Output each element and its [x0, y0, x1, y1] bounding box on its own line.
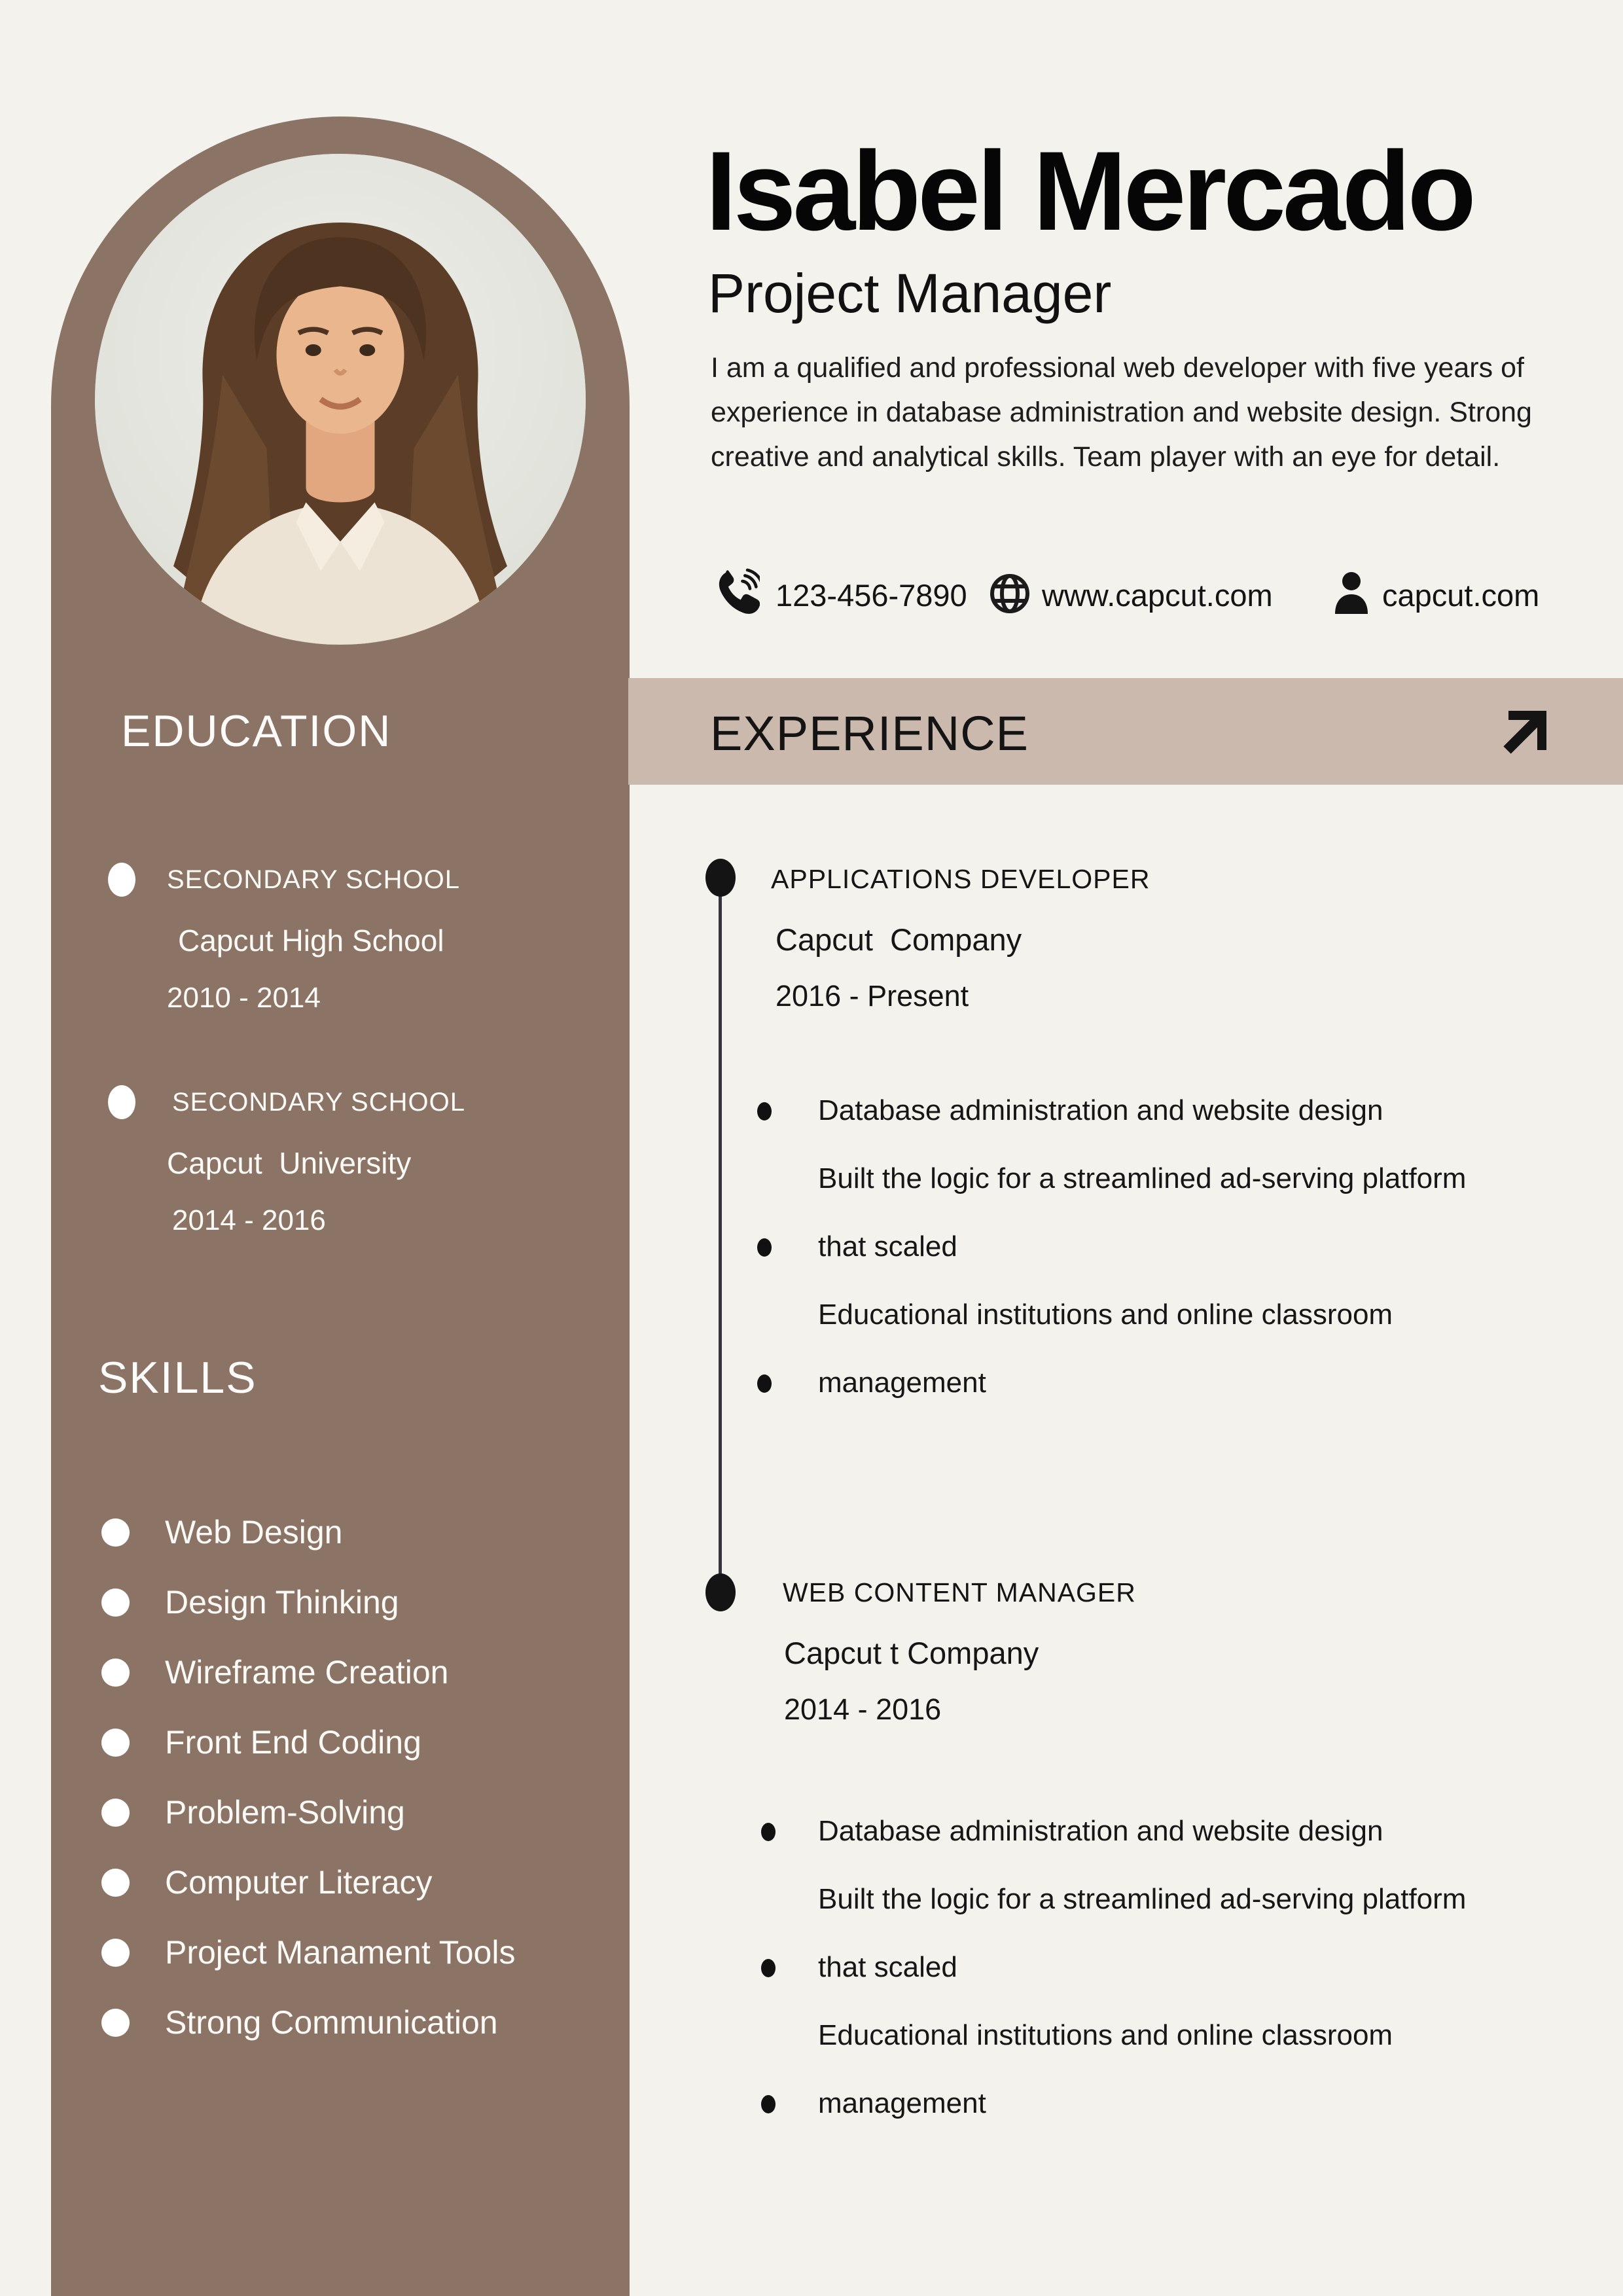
skill-item	[101, 1724, 421, 1761]
profile-summary: I am a qualified and professional web developer with five years of experience in database administration and website design. Strong creative and analytical skills. Team player with an eye for detail.	[711, 352, 1532, 473]
skill-bullet	[101, 1518, 130, 1547]
skill-label: Design Thinking	[165, 1584, 399, 1621]
job-line: Database administration and website design	[818, 1094, 1383, 1126]
arrow-up-right-icon	[1502, 707, 1549, 754]
education-bullet	[108, 863, 135, 897]
skill-bullet	[101, 2009, 130, 2037]
job-line-bullet	[761, 1823, 776, 1841]
job-line-bullet	[757, 1102, 772, 1121]
timeline-dot	[705, 859, 736, 897]
education-school: Capcut University	[167, 1146, 412, 1180]
skill-label: Strong Communication	[165, 2004, 498, 2041]
education-type: SECONDARY SCHOOL	[172, 1088, 465, 1117]
job-line-bullet	[761, 2095, 776, 2113]
skills-section-title: SKILLS	[98, 1353, 257, 1403]
skill-item	[101, 1934, 515, 1971]
profile-photo	[95, 154, 586, 645]
job-title: WEB CONTENT MANAGER	[783, 1577, 1136, 1607]
skill-label: Front End Coding	[165, 1724, 421, 1761]
profile-photo-illustration	[95, 154, 586, 645]
skill-bullet	[101, 1869, 130, 1897]
job-line-bullet	[757, 1238, 772, 1257]
job-company: Capcut Company	[776, 922, 1022, 957]
person-role: Project Manager	[708, 262, 1112, 324]
skill-bullet	[101, 1659, 130, 1687]
skill-item	[101, 1864, 433, 1901]
experience-section-title: EXPERIENCE	[710, 706, 1029, 761]
job-line: Built the logic for a streamlined ad-serving platform	[818, 1162, 1467, 1194]
job-line: Educational institutions and online classroom	[818, 1299, 1393, 1331]
email-text: capcut.com	[1382, 578, 1540, 613]
skill-item	[101, 1794, 405, 1831]
skill-label: Project Manament Tools	[165, 1934, 516, 1971]
job-line-bullet	[761, 1959, 776, 1977]
job-title: APPLICATIONS DEVELOPER	[771, 864, 1150, 894]
job-dates: 2014 - 2016	[784, 1693, 942, 1726]
globe-icon	[990, 573, 1030, 614]
education-school: Capcut High School	[178, 924, 444, 958]
skill-label: Web Design	[165, 1514, 343, 1551]
education-years: 2014 - 2016	[172, 1204, 326, 1236]
job-line: that scaled	[818, 1951, 957, 1983]
phone-icon	[715, 567, 760, 618]
skill-item	[101, 1514, 342, 1551]
job-company: Capcut t Company	[784, 1636, 1039, 1670]
education-bullet	[108, 1085, 135, 1119]
skill-label: Wireframe Creation	[165, 1654, 449, 1691]
education-type: SECONDARY SCHOOL	[167, 865, 460, 894]
person-icon	[1332, 571, 1370, 614]
skill-item	[101, 1584, 399, 1621]
job-dates: 2016 - Present	[776, 979, 969, 1013]
person-name: Isabel Mercado	[705, 128, 1473, 254]
job-line: Educational institutions and online classroom	[818, 2019, 1393, 2051]
phone-number: 123-456-7890	[776, 578, 967, 613]
skill-label: Problem-Solving	[165, 1794, 405, 1831]
website-url: www.capcut.com	[1042, 578, 1273, 613]
job-line-bullet	[757, 1374, 772, 1393]
skill-bullet	[101, 1729, 130, 1757]
skill-bullet	[101, 1939, 130, 1967]
education-section-title: EDUCATION	[121, 706, 392, 756]
skill-item	[101, 2004, 498, 2041]
job-line: Built the logic for a streamlined ad-serving platform	[818, 1883, 1467, 1915]
job-line: management	[818, 2087, 986, 2119]
skill-bullet	[101, 1588, 130, 1617]
timeline-dot	[705, 1573, 736, 1611]
skill-bullet	[101, 1799, 130, 1827]
skill-label: Computer Literacy	[165, 1864, 433, 1901]
education-years: 2010 - 2014	[167, 982, 321, 1014]
job-line: management	[818, 1367, 986, 1399]
job-line: Database administration and website design	[818, 1815, 1383, 1847]
timeline-line	[719, 878, 722, 1592]
skill-item	[101, 1654, 448, 1691]
job-line: that scaled	[818, 1230, 957, 1263]
